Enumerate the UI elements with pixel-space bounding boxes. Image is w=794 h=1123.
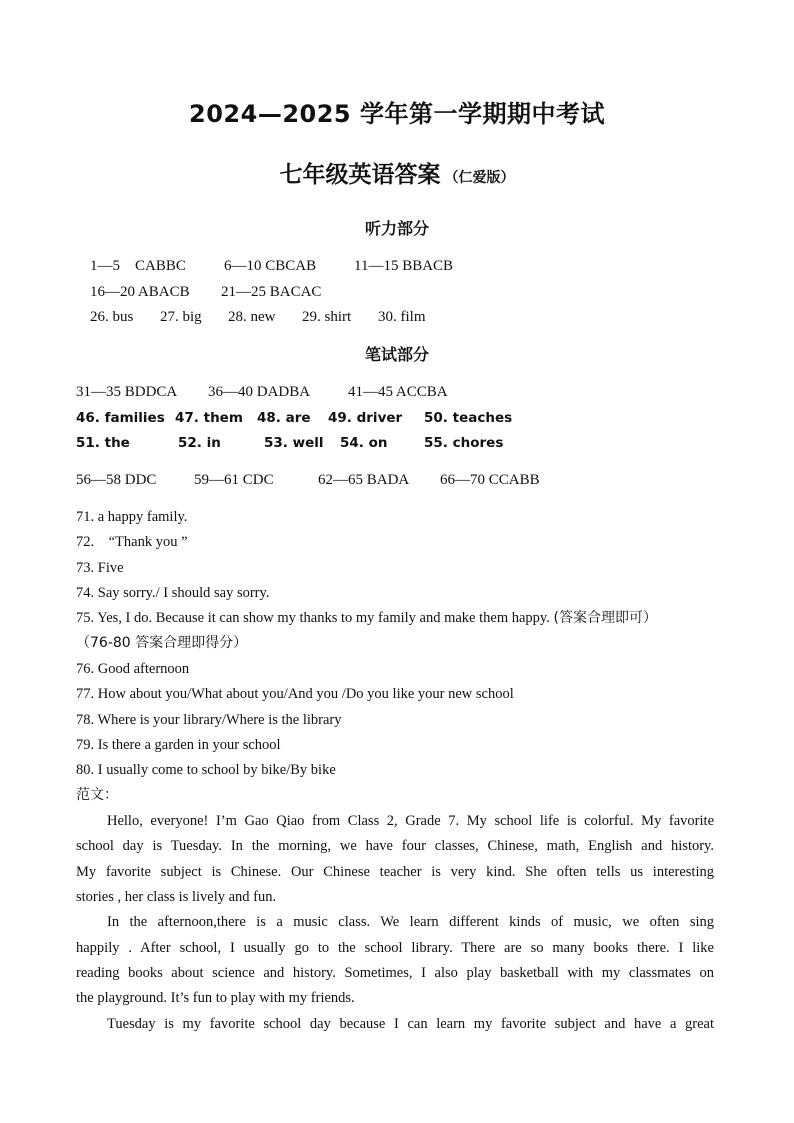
essay-line: Hello, everyone! I’m Gao Qiao from Class 2, Grade 7. My school life is colorful. My favorite bbox=[107, 813, 714, 829]
answer-item: 55. chores bbox=[424, 435, 504, 451]
answer-75-line bbox=[76, 608, 657, 628]
answer-group: 62—65 BADA bbox=[318, 472, 410, 488]
writing-heading: 笔试部分 bbox=[364, 345, 429, 364]
essay-line: reading books about science and history. Sometimes, I also play basketball with my classmates on bbox=[76, 965, 714, 981]
essay-line: happily . After school, I usually go to the school library. There are so many books there. I like bbox=[76, 940, 714, 956]
subtitle-main: 七年级英语答案 bbox=[279, 162, 441, 188]
answer-item: 54. on bbox=[340, 435, 388, 451]
answer-item: 51. the bbox=[76, 435, 130, 451]
essay-line: My favorite subject is Chinese. Our Chinese teacher is very kind. She often tells us interesting bbox=[76, 864, 714, 880]
answer-group: 1—5 CABBC bbox=[90, 258, 186, 274]
essay-line: school day is Tuesday. In the morning, we have four classes, Chinese, math, English and history. bbox=[76, 838, 714, 854]
answer-79: 79. Is there a garden in your school bbox=[76, 737, 281, 753]
subtitle-edition-note: （仁爱版） bbox=[444, 170, 515, 186]
writing-row-3 bbox=[0, 433, 794, 453]
answer-group: 21—25 BACAC bbox=[221, 284, 322, 300]
listening-row-3 bbox=[0, 307, 794, 327]
answer-group: 59—61 CDC bbox=[194, 472, 274, 488]
answer-item: 27. big bbox=[160, 309, 202, 325]
listening-heading: 听力部分 bbox=[364, 219, 429, 238]
answer-item: 30. film bbox=[378, 309, 426, 325]
answer-group: 66—70 CCABB bbox=[440, 472, 540, 488]
document-title: 2024—2025 学年第一学期期中考试 bbox=[189, 100, 605, 128]
answer-77: 77. How about you/What about you/And you /Do you like your new school bbox=[76, 686, 514, 702]
answer-item: 50. teaches bbox=[424, 410, 513, 426]
answer-78: 78. Where is your library/Where is the library bbox=[76, 712, 342, 728]
answer-item: 47. them bbox=[175, 410, 243, 426]
answer-item: 53. well bbox=[264, 435, 324, 451]
answer-group: 41—45 ACCBA bbox=[348, 384, 448, 400]
essay-line: Tuesday is my favorite school day because I can learn my favorite subject and have a great bbox=[107, 1016, 714, 1032]
writing-row-1 bbox=[0, 382, 794, 402]
answer-item: 28. new bbox=[228, 309, 276, 325]
answer-75-note: (答案合理即可） bbox=[553, 610, 657, 626]
answer-group: 6—10 CBCAB bbox=[224, 258, 317, 274]
document-subtitle bbox=[0, 156, 794, 189]
answer-71: 71. a happy family. bbox=[76, 509, 188, 525]
answer-76: 76. Good afternoon bbox=[76, 661, 190, 677]
essay-line: stories , her class is lively and fun. bbox=[76, 889, 277, 905]
essay-label: 范文： bbox=[76, 787, 118, 803]
essay-line: the playground. It’s fun to play with my friends. bbox=[76, 990, 355, 1006]
answer-group: 16—20 ABACB bbox=[90, 284, 190, 300]
essay-line: In the afternoon,there is a music class. We learn different kinds of music, we often sing bbox=[107, 914, 714, 930]
answer-item: 46. families bbox=[76, 410, 165, 426]
listening-row-1 bbox=[0, 256, 794, 276]
answer-group: 11—15 BBACB bbox=[354, 258, 454, 274]
answer-item: 26. bus bbox=[90, 309, 134, 325]
answer-item: 49. driver bbox=[328, 410, 403, 426]
answer-74: 74. Say sorry./ I should say sorry. bbox=[76, 585, 270, 601]
listening-row-2 bbox=[0, 282, 794, 302]
answer-75: 75. Yes, I do. Because it can show my thanks to my family and make them happy. bbox=[76, 610, 550, 626]
answer-73: 73. Five bbox=[76, 560, 124, 576]
writing-row-2 bbox=[0, 408, 794, 428]
answer-item: 29. shirt bbox=[302, 309, 352, 325]
answer-item: 52. in bbox=[178, 435, 221, 451]
answer-72: 72. “Thank you ” bbox=[76, 534, 188, 550]
answer-80: 80. I usually come to school by bike/By bike bbox=[76, 762, 336, 778]
answer-group: 31—35 BDDCA bbox=[76, 384, 178, 400]
answer-group: 36—40 DADBA bbox=[208, 384, 311, 400]
writing-row-4 bbox=[0, 470, 794, 490]
note-76-80: （76-80 答案合理即得分） bbox=[76, 635, 248, 651]
answer-item: 48. are bbox=[257, 410, 311, 426]
answer-group: 56—58 DDC bbox=[76, 472, 157, 488]
